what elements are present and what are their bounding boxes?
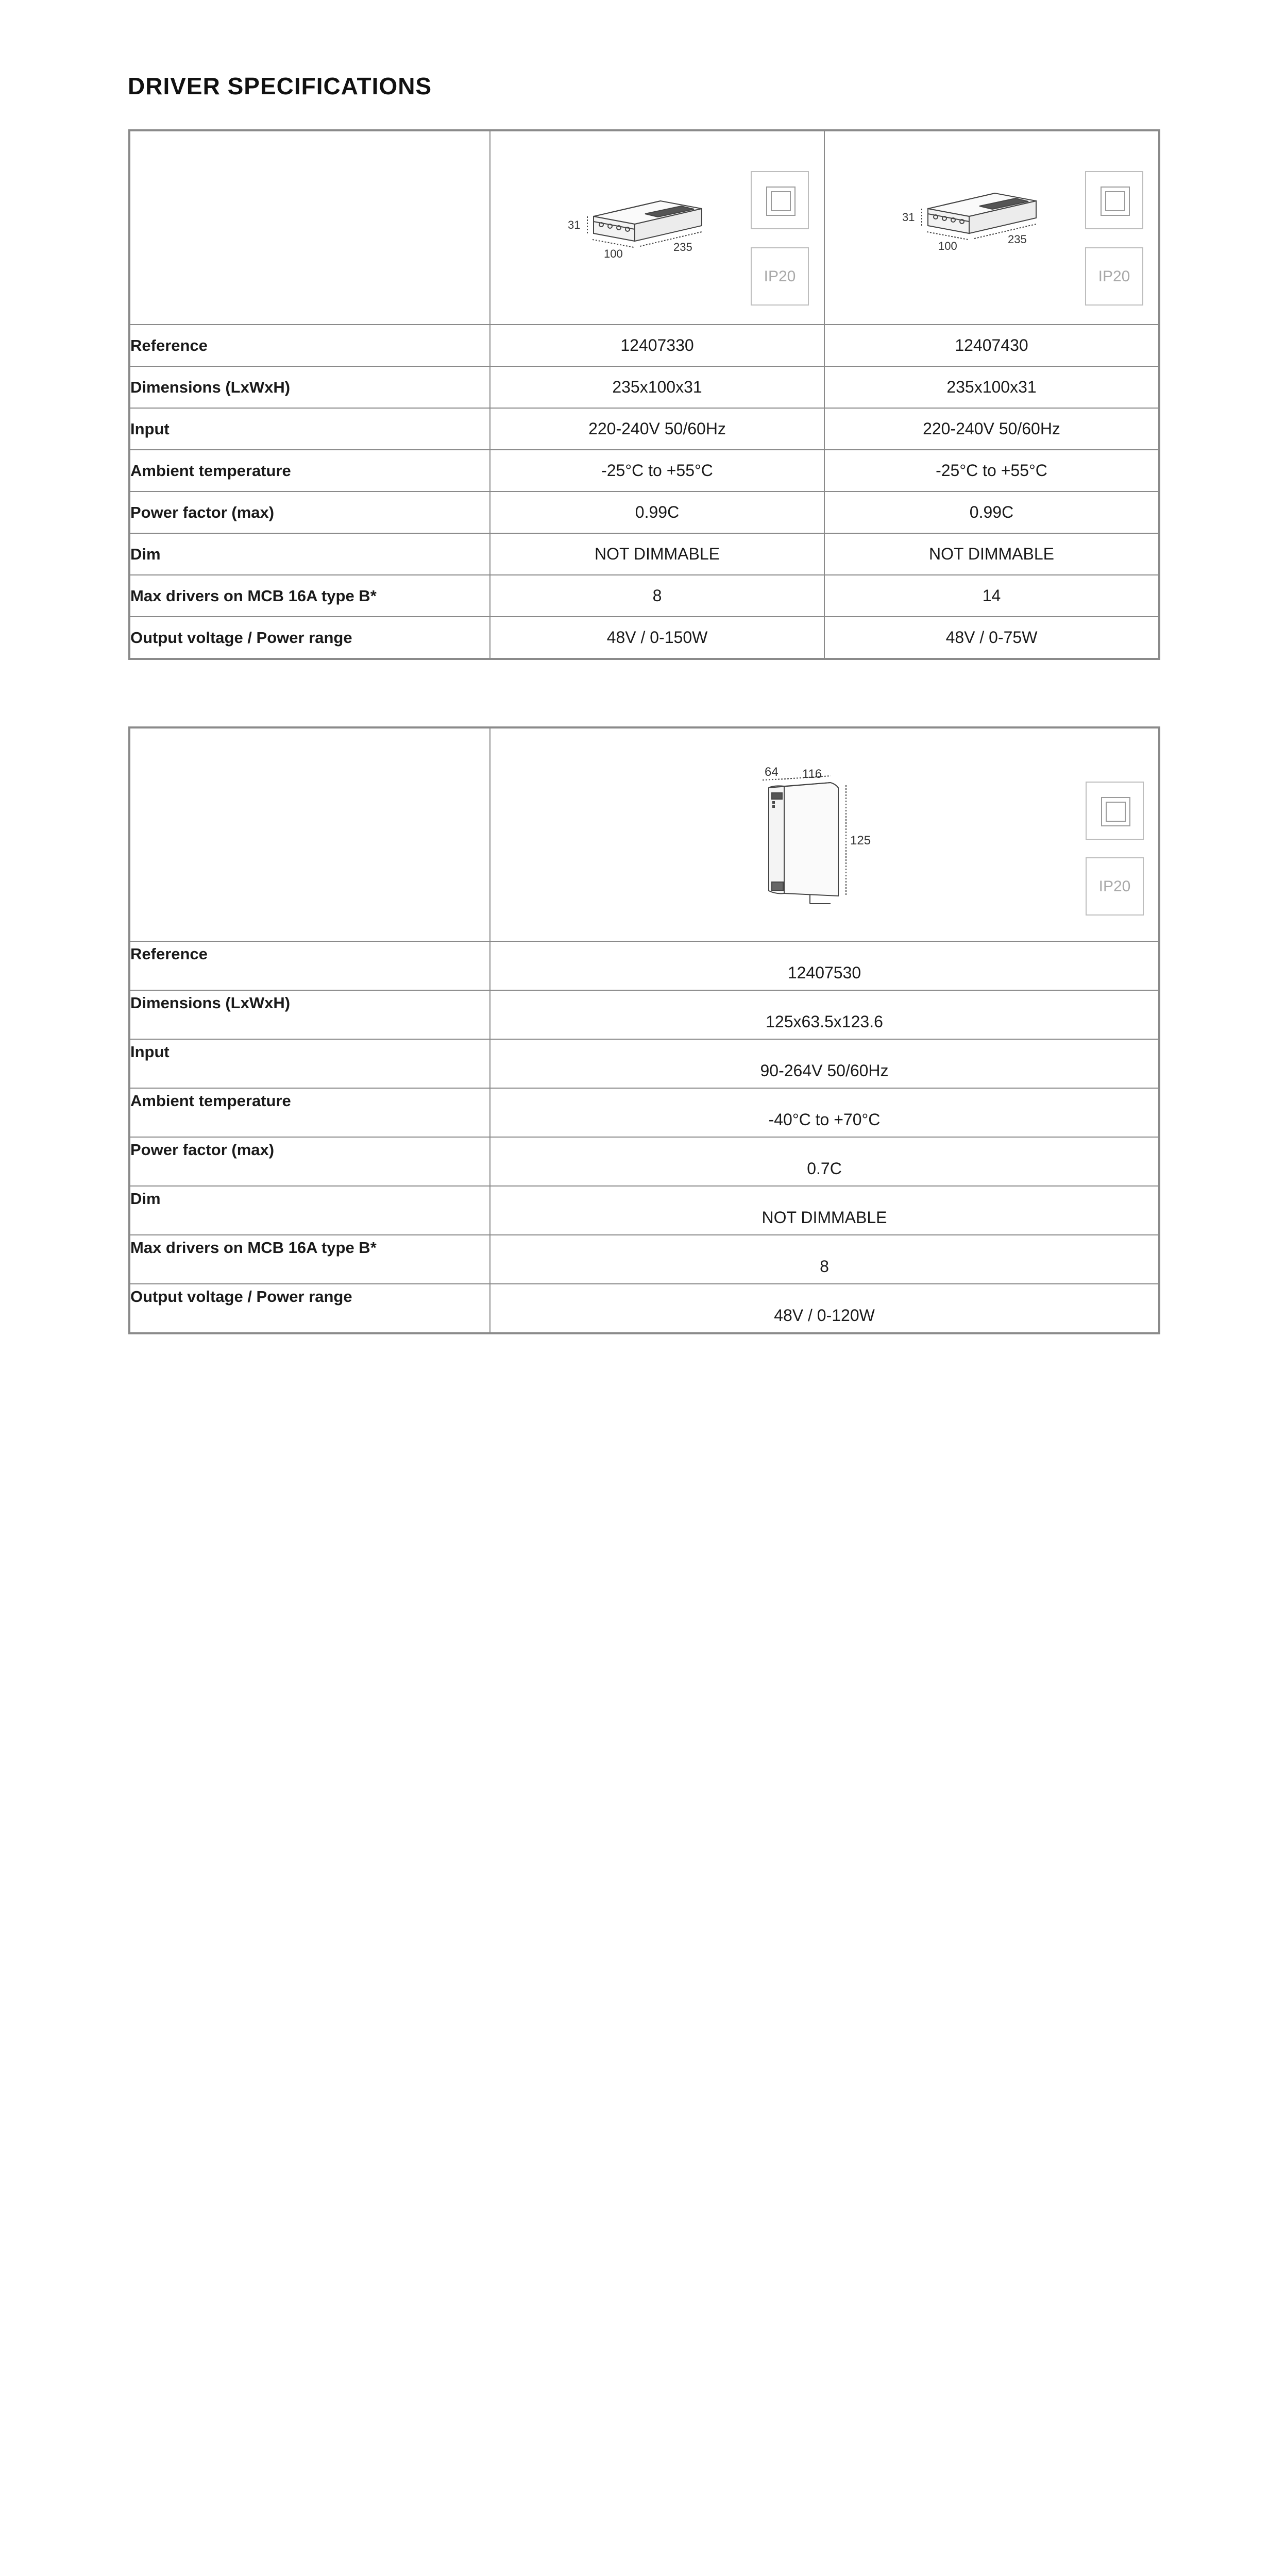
table-row [129, 617, 1159, 659]
ip-rating-badge: IP20 [1086, 857, 1144, 916]
table-cell: 12407530 [490, 941, 1159, 990]
row-label: Output voltage / Power range [129, 617, 490, 659]
dim-length-label: 235 [1008, 233, 1027, 246]
table-cell: 8 [490, 575, 824, 617]
spec-table-1 [128, 129, 1160, 660]
driver-drawing [897, 173, 1046, 265]
row-label: Output voltage / Power range [129, 1284, 490, 1333]
row-label: Ambient temperature [129, 1088, 490, 1137]
row-label: Ambient temperature [129, 450, 490, 492]
table-cell: 125x63.5x123.6 [490, 990, 1159, 1039]
dim-length-label: 235 [673, 241, 692, 253]
dim-width-label: 100 [938, 240, 957, 252]
table-cell: 12407430 [824, 325, 1159, 366]
table-row [129, 325, 1159, 366]
product-image-cell [490, 130, 824, 325]
table-cell: 220-240V 50/60Hz [490, 408, 824, 450]
table-row [129, 533, 1159, 575]
table-cell: 48V / 0-120W [490, 1284, 1159, 1333]
table-cell: -25°C to +55°C [824, 450, 1159, 492]
dim-depth-label: 64 [765, 765, 779, 779]
row-label: Dim [129, 1186, 490, 1235]
row-label: Input [129, 1039, 490, 1088]
class-ii-insulation-icon [751, 171, 809, 229]
table-row [129, 941, 1159, 990]
table-cell: 0.99C [490, 492, 824, 533]
table-cell: 220-240V 50/60Hz [824, 408, 1159, 450]
table-cell: 14 [824, 575, 1159, 617]
dim-height-label: 31 [902, 211, 915, 224]
dim-width-label: 100 [604, 247, 623, 260]
row-label: Max drivers on MCB 16A type B* [129, 1235, 490, 1284]
table-cell: 90-264V 50/60Hz [490, 1039, 1159, 1088]
row-label: Reference [129, 325, 490, 366]
table-cell: 12407330 [490, 325, 824, 366]
table-cell: 0.99C [824, 492, 1159, 533]
empty-header-cell [129, 130, 490, 325]
ip-rating-badge: IP20 [1085, 247, 1143, 306]
row-label: Dimensions (LxWxH) [129, 990, 490, 1039]
table-cell: 235x100x31 [490, 366, 824, 408]
table-row [129, 1137, 1159, 1186]
row-label: Max drivers on MCB 16A type B* [129, 575, 490, 617]
table-cell: -25°C to +55°C [490, 450, 824, 492]
table-row [129, 366, 1159, 408]
row-label: Dim [129, 533, 490, 575]
dim-width-label: 116 [802, 767, 822, 781]
driver-drawing [753, 765, 877, 914]
dim-height-label: 31 [568, 218, 581, 231]
table-cell: -40°C to +70°C [490, 1088, 1159, 1137]
row-label: Input [129, 408, 490, 450]
table-row [129, 1235, 1159, 1284]
table-cell: 48V / 0-75W [824, 617, 1159, 659]
table-row [129, 1088, 1159, 1137]
row-label: Power factor (max) [129, 492, 490, 533]
class-ii-insulation-icon [1086, 782, 1144, 840]
product-image-cell [490, 727, 1159, 941]
page-title: DRIVER SPECIFICATIONS [128, 73, 432, 99]
row-label: Power factor (max) [129, 1137, 490, 1186]
driver-drawing [563, 180, 712, 273]
dim-height-label: 125 [850, 834, 871, 848]
class-ii-insulation-icon [1085, 171, 1143, 229]
table-cell: 48V / 0-150W [490, 617, 824, 659]
table-cell: 235x100x31 [824, 366, 1159, 408]
table-row [129, 1186, 1159, 1235]
table-row [129, 408, 1159, 450]
product-image-cell [824, 130, 1159, 325]
table-cell: NOT DIMMABLE [824, 533, 1159, 575]
table-row [129, 450, 1159, 492]
table-cell: NOT DIMMABLE [490, 533, 824, 575]
table-cell: 0.7C [490, 1137, 1159, 1186]
row-label: Reference [129, 941, 490, 990]
table-row [129, 575, 1159, 617]
table-row [129, 990, 1159, 1039]
table-cell: 8 [490, 1235, 1159, 1284]
empty-header-cell [129, 727, 490, 941]
table-row [129, 492, 1159, 533]
row-label: Dimensions (LxWxH) [129, 366, 490, 408]
table-row [129, 1284, 1159, 1333]
spec-table-2 [128, 726, 1160, 1334]
table-row [129, 1039, 1159, 1088]
ip-rating-badge: IP20 [751, 247, 809, 306]
table-cell: NOT DIMMABLE [490, 1186, 1159, 1235]
